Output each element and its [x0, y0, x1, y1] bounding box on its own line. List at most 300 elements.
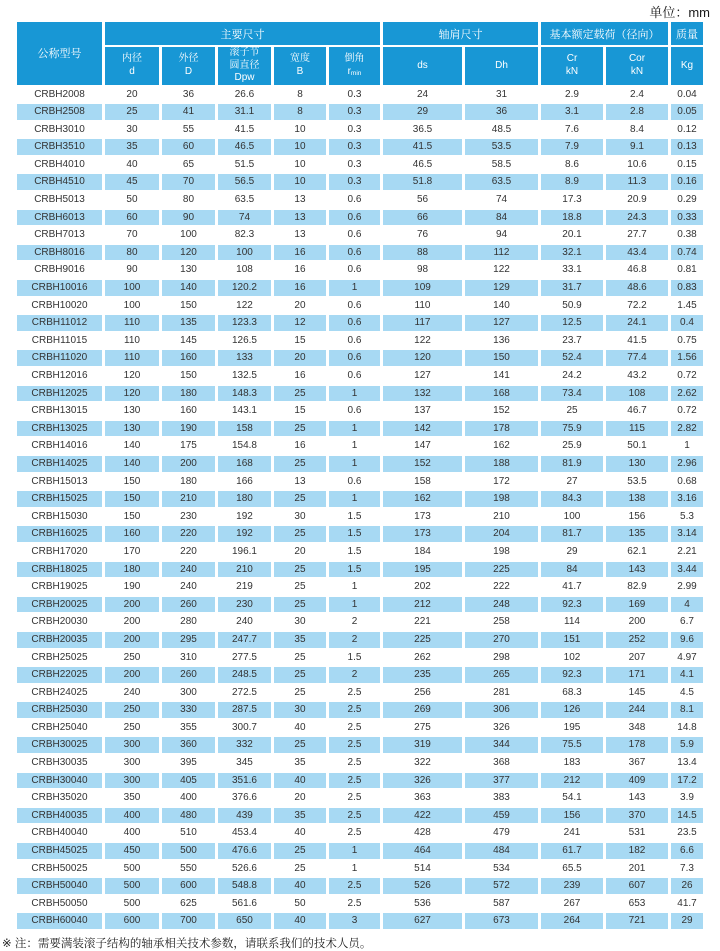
- cell-outer: 175: [162, 438, 215, 454]
- cell-width: 50: [274, 896, 326, 912]
- cell-kg: 0.12: [671, 122, 703, 138]
- cell-outer: 260: [162, 667, 215, 683]
- cell-outer: 295: [162, 632, 215, 648]
- width-label-zh: 宽度: [289, 53, 310, 65]
- cell-width: 16: [274, 368, 326, 384]
- cell-outer: 625: [162, 896, 215, 912]
- cell-model: CRBH8016: [17, 245, 102, 261]
- cell-dh: 63.5: [465, 174, 538, 190]
- cell-dh: 152: [465, 403, 538, 419]
- cell-chamfer: 0.6: [329, 210, 380, 226]
- cell-cor: 182: [606, 843, 668, 859]
- cell-outer: 150: [162, 368, 215, 384]
- cell-chamfer: 2.5: [329, 790, 380, 806]
- cell-bore: 140: [105, 438, 159, 454]
- cell-chamfer: 1.5: [329, 526, 380, 542]
- cell-dh: 141: [465, 368, 538, 384]
- cell-outer: 280: [162, 614, 215, 630]
- cell-kg: 1: [671, 438, 703, 454]
- cell-chamfer: 1.5: [329, 650, 380, 666]
- cell-bore: 200: [105, 614, 159, 630]
- cell-chamfer: 0.3: [329, 122, 380, 138]
- cell-dh: 270: [465, 632, 538, 648]
- cell-model: CRBH15013: [17, 474, 102, 490]
- cell-cr: 27: [541, 474, 603, 490]
- cell-pitch: 56.5: [218, 174, 271, 190]
- cell-cr: 23.7: [541, 333, 603, 349]
- header-sub-row: [17, 47, 703, 85]
- cell-bore: 30: [105, 122, 159, 138]
- cell-chamfer: 1.5: [329, 509, 380, 525]
- cell-width: 20: [274, 790, 326, 806]
- cell-model: CRBH2508: [17, 104, 102, 120]
- cell-kg: 3.14: [671, 526, 703, 542]
- col-group-shoulder-dimensions: 轴肩尺寸: [383, 22, 538, 45]
- table-row: [17, 597, 703, 613]
- cell-width: 30: [274, 509, 326, 525]
- cell-dh: 94: [465, 227, 538, 243]
- cell-model: CRBH4510: [17, 174, 102, 190]
- cell-kg: 5.3: [671, 509, 703, 525]
- cell-ds: 225: [383, 632, 462, 648]
- cell-dh: 222: [465, 579, 538, 595]
- cell-width: 16: [274, 438, 326, 454]
- cell-width: 30: [274, 614, 326, 630]
- cell-kg: 2.62: [671, 386, 703, 402]
- cell-pitch: 74: [218, 210, 271, 226]
- table-row: [17, 650, 703, 666]
- cell-outer: 220: [162, 526, 215, 542]
- cell-pitch: 247.7: [218, 632, 271, 648]
- cell-kg: 0.4: [671, 315, 703, 331]
- cell-kg: 0.15: [671, 157, 703, 173]
- cell-model: CRBH11015: [17, 333, 102, 349]
- cell-dh: 298: [465, 650, 538, 666]
- cell-cr: 61.7: [541, 843, 603, 859]
- cell-ds: 275: [383, 720, 462, 736]
- cell-kg: 6.6: [671, 843, 703, 859]
- table-row: [17, 773, 703, 789]
- cor-symbol: Cor: [628, 53, 646, 65]
- table-row: [17, 878, 703, 894]
- cell-cor: 108: [606, 386, 668, 402]
- cell-ds: 132: [383, 386, 462, 402]
- cell-cr: 102: [541, 650, 603, 666]
- cell-cr: 241: [541, 825, 603, 841]
- cell-chamfer: 2.5: [329, 720, 380, 736]
- cell-kg: 0.38: [671, 227, 703, 243]
- cell-pitch: 126.5: [218, 333, 271, 349]
- cell-cor: 50.1: [606, 438, 668, 454]
- cell-chamfer: 1: [329, 438, 380, 454]
- cell-ds: 142: [383, 421, 462, 437]
- col-header-roller-pitch-diameter: [218, 47, 271, 85]
- table-row: [17, 808, 703, 824]
- cell-cr: 156: [541, 808, 603, 824]
- cell-chamfer: 2.5: [329, 685, 380, 701]
- cell-cr: 84.3: [541, 491, 603, 507]
- cell-cor: 252: [606, 632, 668, 648]
- cell-bore: 500: [105, 861, 159, 877]
- unit-label: 单位：mm: [649, 5, 710, 20]
- cell-cr: 92.3: [541, 597, 603, 613]
- cell-model: CRBH60040: [17, 913, 102, 929]
- table-row: [17, 526, 703, 542]
- cell-model: CRBH2008: [17, 87, 102, 103]
- cell-cor: 207: [606, 650, 668, 666]
- cell-kg: 14.8: [671, 720, 703, 736]
- cell-model: CRBH15030: [17, 509, 102, 525]
- cell-ds: 88: [383, 245, 462, 261]
- cell-cr: 3.1: [541, 104, 603, 120]
- cell-dh: 368: [465, 755, 538, 771]
- cell-cor: 24.3: [606, 210, 668, 226]
- cell-pitch: 300.7: [218, 720, 271, 736]
- table-row: [17, 298, 703, 314]
- cell-outer: 395: [162, 755, 215, 771]
- table-row: [17, 421, 703, 437]
- cell-model: CRBH9016: [17, 262, 102, 278]
- cell-outer: 230: [162, 509, 215, 525]
- cell-bore: 350: [105, 790, 159, 806]
- cell-cr: 33.1: [541, 262, 603, 278]
- cell-dh: 172: [465, 474, 538, 490]
- cell-pitch: 453.4: [218, 825, 271, 841]
- cell-pitch: 143.1: [218, 403, 271, 419]
- cell-kg: 0.75: [671, 333, 703, 349]
- table-row: [17, 245, 703, 261]
- cell-cor: 62.1: [606, 544, 668, 560]
- cell-cr: 81.7: [541, 526, 603, 542]
- cell-dh: 112: [465, 245, 538, 261]
- cell-bore: 250: [105, 702, 159, 718]
- cell-chamfer: 0.6: [329, 333, 380, 349]
- cell-pitch: 210: [218, 562, 271, 578]
- cell-bore: 40: [105, 157, 159, 173]
- cell-cor: 48.6: [606, 280, 668, 296]
- cell-outer: 180: [162, 474, 215, 490]
- cell-ds: 41.5: [383, 139, 462, 155]
- cell-ds: 147: [383, 438, 462, 454]
- cell-outer: 190: [162, 421, 215, 437]
- cell-kg: 17.2: [671, 773, 703, 789]
- chamfer-symbol: $r_{min}$: [347, 65, 362, 77]
- outer-symbol: D: [184, 65, 193, 77]
- col-header-dh: Dh: [465, 47, 538, 85]
- cell-bore: 120: [105, 386, 159, 402]
- cell-model: CRBH30035: [17, 755, 102, 771]
- table-row: [17, 227, 703, 243]
- cell-ds: 173: [383, 526, 462, 542]
- cell-chamfer: 1: [329, 597, 380, 613]
- cell-chamfer: 0.6: [329, 262, 380, 278]
- cell-outer: 130: [162, 262, 215, 278]
- cell-kg: 5.9: [671, 737, 703, 753]
- cell-dh: 572: [465, 878, 538, 894]
- cell-chamfer: 1: [329, 491, 380, 507]
- cell-width: 40: [274, 720, 326, 736]
- cell-ds: 36.5: [383, 122, 462, 138]
- cell-cr: 195: [541, 720, 603, 736]
- cell-width: 30: [274, 702, 326, 718]
- cell-model: CRBH40040: [17, 825, 102, 841]
- cell-pitch: 108: [218, 262, 271, 278]
- cell-chamfer: 0.3: [329, 87, 380, 103]
- cell-chamfer: 1: [329, 456, 380, 472]
- cell-chamfer: 2: [329, 614, 380, 630]
- cell-cr: 73.4: [541, 386, 603, 402]
- table-row: [17, 544, 703, 560]
- cell-dh: 129: [465, 280, 538, 296]
- cell-chamfer: 1: [329, 421, 380, 437]
- cell-dh: 383: [465, 790, 538, 806]
- cell-outer: 180: [162, 386, 215, 402]
- cell-width: 40: [274, 825, 326, 841]
- cell-cr: 239: [541, 878, 603, 894]
- cell-dh: 258: [465, 614, 538, 630]
- cell-kg: 1.56: [671, 350, 703, 366]
- cell-cor: 370: [606, 808, 668, 824]
- cell-model: CRBH40035: [17, 808, 102, 824]
- cell-cor: 409: [606, 773, 668, 789]
- cell-dh: 150: [465, 350, 538, 366]
- cell-width: 15: [274, 333, 326, 349]
- cell-cr: 75.9: [541, 421, 603, 437]
- cell-chamfer: 1: [329, 843, 380, 859]
- cell-bore: 500: [105, 896, 159, 912]
- cell-cr: 54.1: [541, 790, 603, 806]
- cell-kg: 14.5: [671, 808, 703, 824]
- cell-cor: 8.4: [606, 122, 668, 138]
- col-group-main-dimensions: 主要尺寸: [105, 22, 380, 45]
- cell-dh: 326: [465, 720, 538, 736]
- cell-dh: 31: [465, 87, 538, 103]
- cell-chamfer: 1: [329, 280, 380, 296]
- col-header-outer-diameter: [162, 47, 215, 85]
- cell-pitch: 248.5: [218, 667, 271, 683]
- cell-width: 10: [274, 157, 326, 173]
- cell-chamfer: 2.5: [329, 808, 380, 824]
- cell-chamfer: 0.6: [329, 227, 380, 243]
- cell-cor: 43.4: [606, 245, 668, 261]
- table-row: [17, 192, 703, 208]
- cell-cr: 92.3: [541, 667, 603, 683]
- cell-chamfer: 2.5: [329, 702, 380, 718]
- col-header-ds: ds: [383, 47, 462, 85]
- bearing-spec-table: [14, 20, 706, 931]
- cell-bore: 240: [105, 685, 159, 701]
- cell-model: CRBH50050: [17, 896, 102, 912]
- cell-pitch: 26.6: [218, 87, 271, 103]
- table-row: [17, 632, 703, 648]
- cell-ds: 137: [383, 403, 462, 419]
- cell-outer: 600: [162, 878, 215, 894]
- cell-cr: 41.7: [541, 579, 603, 595]
- cell-cor: 201: [606, 861, 668, 877]
- cell-dh: 168: [465, 386, 538, 402]
- cell-width: 40: [274, 878, 326, 894]
- cell-cr: 151: [541, 632, 603, 648]
- cell-bore: 120: [105, 368, 159, 384]
- table-row: [17, 579, 703, 595]
- table-row: [17, 368, 703, 384]
- cell-width: 25: [274, 843, 326, 859]
- cell-dh: 534: [465, 861, 538, 877]
- cell-model: CRBH14016: [17, 438, 102, 454]
- cell-kg: 29: [671, 913, 703, 929]
- table-row: [17, 720, 703, 736]
- cell-model: CRBH3010: [17, 122, 102, 138]
- cell-chamfer: 0.6: [329, 474, 380, 490]
- cell-cr: 81.9: [541, 456, 603, 472]
- cell-model: CRBH20030: [17, 614, 102, 630]
- cell-outer: 140: [162, 280, 215, 296]
- cell-bore: 150: [105, 509, 159, 525]
- cell-kg: 0.13: [671, 139, 703, 155]
- cell-dh: 36: [465, 104, 538, 120]
- table-row: [17, 685, 703, 701]
- cell-cor: 143: [606, 790, 668, 806]
- cell-width: 10: [274, 122, 326, 138]
- cell-bore: 110: [105, 315, 159, 331]
- cell-width: 16: [274, 280, 326, 296]
- table-row: [17, 896, 703, 912]
- table-row: [17, 509, 703, 525]
- cell-cr: 114: [541, 614, 603, 630]
- cell-model: CRBH12025: [17, 386, 102, 402]
- cell-width: 15: [274, 403, 326, 419]
- cell-ds: 235: [383, 667, 462, 683]
- cell-pitch: 272.5: [218, 685, 271, 701]
- table-row: [17, 702, 703, 718]
- cell-pitch: 51.5: [218, 157, 271, 173]
- cell-bore: 200: [105, 597, 159, 613]
- cell-dh: 74: [465, 192, 538, 208]
- cell-outer: 120: [162, 245, 215, 261]
- cell-kg: 4.1: [671, 667, 703, 683]
- cell-cor: 82.9: [606, 579, 668, 595]
- cell-dh: 162: [465, 438, 538, 454]
- cell-dh: 306: [465, 702, 538, 718]
- cell-ds: 51.8: [383, 174, 462, 190]
- cell-ds: 262: [383, 650, 462, 666]
- cell-cor: 130: [606, 456, 668, 472]
- table-row: [17, 913, 703, 929]
- table-row: [17, 333, 703, 349]
- cell-ds: 202: [383, 579, 462, 595]
- cell-kg: 13.4: [671, 755, 703, 771]
- cell-outer: 355: [162, 720, 215, 736]
- table-row: [17, 315, 703, 331]
- table-row: [17, 861, 703, 877]
- col-header-width: [274, 47, 326, 85]
- cell-kg: 4.97: [671, 650, 703, 666]
- outer-label-zh: 外径: [178, 53, 199, 65]
- cell-cr: 25.9: [541, 438, 603, 454]
- cell-kg: 0.68: [671, 474, 703, 490]
- cell-dh: 673: [465, 913, 538, 929]
- cell-width: 10: [274, 174, 326, 190]
- cell-model: CRBH13015: [17, 403, 102, 419]
- cell-ds: 127: [383, 368, 462, 384]
- cell-pitch: 192: [218, 509, 271, 525]
- cell-model: CRBH3510: [17, 139, 102, 155]
- cell-pitch: 132.5: [218, 368, 271, 384]
- cell-cr: 212: [541, 773, 603, 789]
- cell-cr: 100: [541, 509, 603, 525]
- cell-cr: 65.5: [541, 861, 603, 877]
- cell-model: CRBH24025: [17, 685, 102, 701]
- cell-cr: 12.5: [541, 315, 603, 331]
- cell-cor: 53.5: [606, 474, 668, 490]
- cell-ds: 256: [383, 685, 462, 701]
- cell-bore: 60: [105, 210, 159, 226]
- cell-outer: 150: [162, 298, 215, 314]
- cell-bore: 110: [105, 350, 159, 366]
- cell-ds: 526: [383, 878, 462, 894]
- cell-ds: 184: [383, 544, 462, 560]
- chamfer-label-zh: 倒角: [344, 53, 365, 65]
- table-row: [17, 262, 703, 278]
- cell-model: CRBH16025: [17, 526, 102, 542]
- cell-ds: 173: [383, 509, 462, 525]
- cell-cor: 169: [606, 597, 668, 613]
- cell-chamfer: 0.6: [329, 315, 380, 331]
- cr-unit: kN: [565, 65, 579, 77]
- cell-bore: 45: [105, 174, 159, 190]
- cell-pitch: 154.8: [218, 438, 271, 454]
- cell-model: CRBH6013: [17, 210, 102, 226]
- cell-pitch: 123.3: [218, 315, 271, 331]
- cell-chamfer: 2.5: [329, 878, 380, 894]
- cell-dh: 188: [465, 456, 538, 472]
- table-row: [17, 456, 703, 472]
- cell-model: CRBH13025: [17, 421, 102, 437]
- cell-kg: 0.29: [671, 192, 703, 208]
- cell-ds: 464: [383, 843, 462, 859]
- cell-chamfer: 2.5: [329, 825, 380, 841]
- cell-pitch: 548.8: [218, 878, 271, 894]
- cell-bore: 130: [105, 421, 159, 437]
- cell-ds: 319: [383, 737, 462, 753]
- cell-pitch: 192: [218, 526, 271, 542]
- cell-pitch: 240: [218, 614, 271, 630]
- cell-width: 25: [274, 491, 326, 507]
- table-row: [17, 562, 703, 578]
- cell-model: CRBH12016: [17, 368, 102, 384]
- cell-width: 25: [274, 685, 326, 701]
- cell-chamfer: 0.6: [329, 403, 380, 419]
- cell-model: CRBH20035: [17, 632, 102, 648]
- cell-outer: 360: [162, 737, 215, 753]
- cell-pitch: 120.2: [218, 280, 271, 296]
- table-row: [17, 104, 703, 120]
- cell-cor: 27.7: [606, 227, 668, 243]
- cell-outer: 100: [162, 227, 215, 243]
- cell-cor: 348: [606, 720, 668, 736]
- cell-pitch: 376.6: [218, 790, 271, 806]
- cell-pitch: 168: [218, 456, 271, 472]
- cell-model: CRBH50040: [17, 878, 102, 894]
- cell-dh: 198: [465, 544, 538, 560]
- cell-kg: 0.81: [671, 262, 703, 278]
- cell-cor: 244: [606, 702, 668, 718]
- cell-bore: 400: [105, 825, 159, 841]
- cell-dh: 140: [465, 298, 538, 314]
- table-row: [17, 350, 703, 366]
- cell-ds: 322: [383, 755, 462, 771]
- cell-pitch: 439: [218, 808, 271, 824]
